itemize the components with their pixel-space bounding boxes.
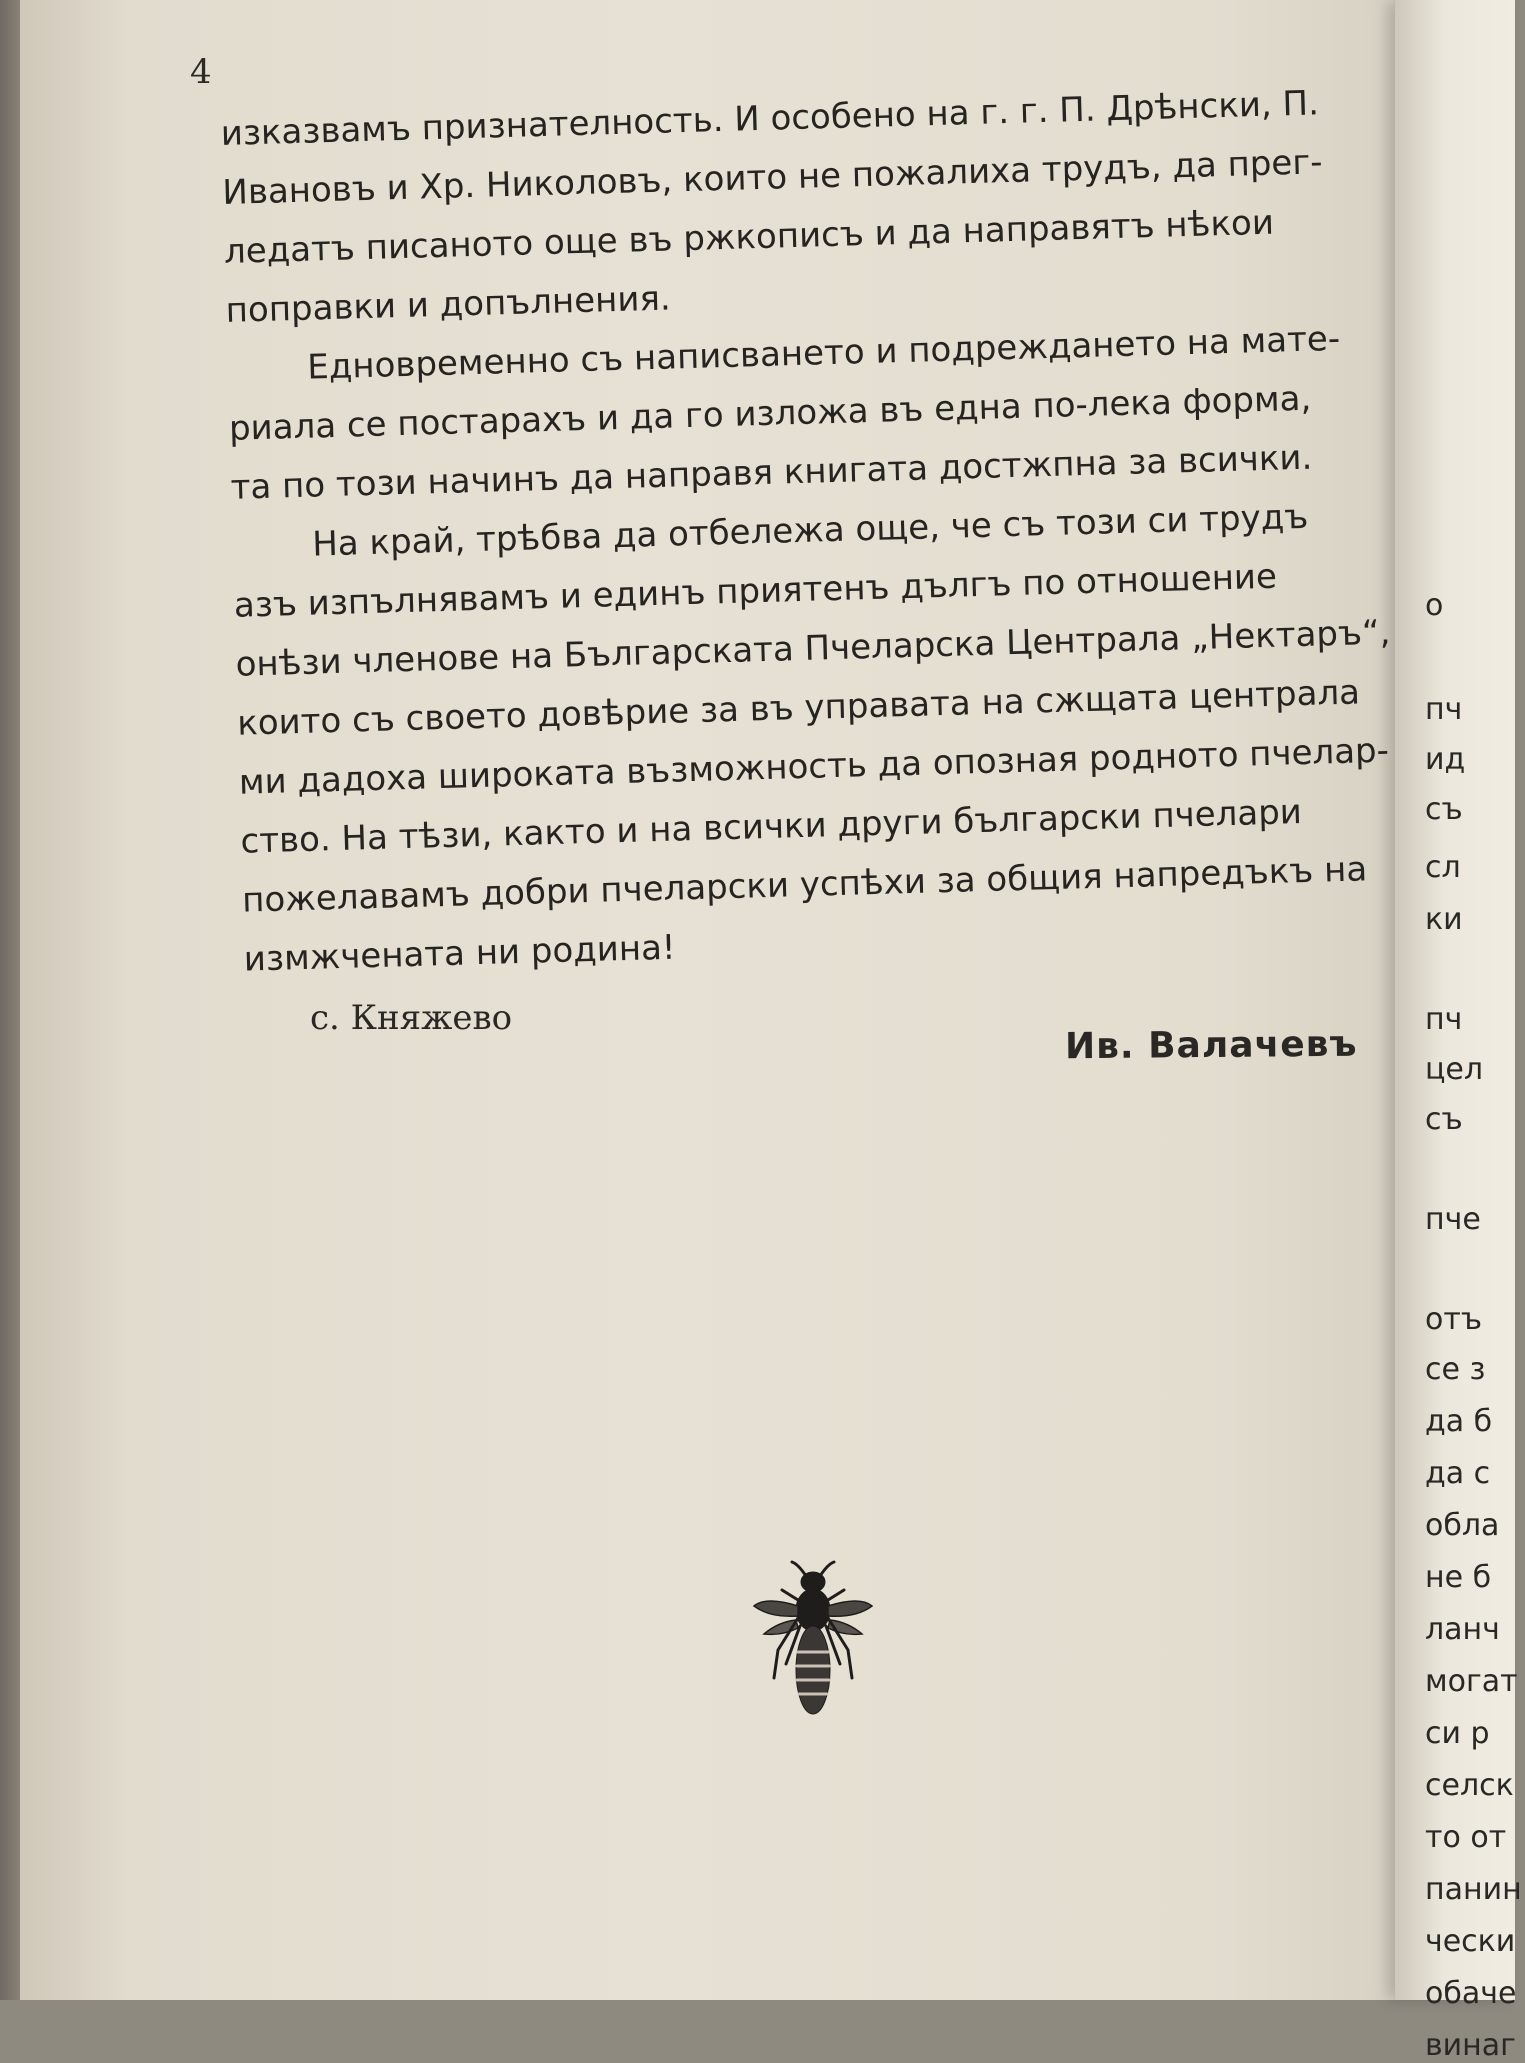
right-page-fragment: ки bbox=[1425, 902, 1463, 937]
right-page-fragment: отъ bbox=[1425, 1302, 1483, 1337]
text-line: азъ изпълнявамъ и единъ приятенъ дългъ по отношение bbox=[233, 556, 1278, 626]
text-line: ми дадоха широката възможность да опозная родното пчелар- bbox=[238, 730, 1390, 803]
right-page-fragment: чески bbox=[1425, 1924, 1516, 1959]
text-line: На край, трѣбва да отбележа още, че съ този си трудъ bbox=[311, 496, 1309, 565]
text-line: изказвамъ признателность. И особено на г. г. П. Дрѣнски, П. bbox=[220, 83, 1320, 154]
right-page-fragment: не б bbox=[1425, 1560, 1492, 1595]
right-page-fragment: си р bbox=[1425, 1716, 1490, 1751]
right-page-fragment: пч bbox=[1425, 692, 1463, 727]
right-page-fragment: обла bbox=[1425, 1508, 1500, 1543]
place-line: с. Княжево bbox=[310, 998, 513, 1038]
right-page-fragment: панин bbox=[1425, 1872, 1522, 1907]
right-page-text-fragments bbox=[1425, 0, 1525, 2063]
left-page bbox=[20, 0, 1420, 2000]
bee-icon bbox=[748, 1560, 878, 1730]
text-line: риала се постарахъ и да го изложа въ една по-лека форма, bbox=[228, 378, 1312, 449]
text-line: онѣзи членове на Българската Пчеларска Централа „Нектаръ“, bbox=[235, 612, 1391, 685]
right-page-fragment: пче bbox=[1425, 1202, 1481, 1237]
right-page-fragment: винаг bbox=[1425, 2028, 1516, 2063]
author-signature: Ив. Валачевъ bbox=[1064, 1023, 1358, 1068]
right-page-fragment: се з bbox=[1425, 1352, 1486, 1387]
right-page-fragment: да с bbox=[1425, 1456, 1491, 1491]
right-page-fragment: да б bbox=[1425, 1404, 1493, 1439]
right-page-fragment: ланч bbox=[1425, 1612, 1500, 1647]
right-page-fragment: обаче bbox=[1425, 1976, 1517, 2011]
right-page-fragment: могат bbox=[1425, 1664, 1518, 1699]
right-page-fragment: цел bbox=[1425, 1052, 1484, 1087]
right-page-fragment: сл bbox=[1425, 850, 1461, 885]
text-line: ство. На тѣзи, както и на всички други български пчелари bbox=[240, 792, 1303, 862]
text-line: ледатъ писаното още въ ржкописъ и да направятъ нѣкои bbox=[223, 202, 1275, 272]
right-page-fragment: пч bbox=[1425, 1002, 1463, 1037]
right-page-fragment: о bbox=[1425, 588, 1444, 623]
right-page-fragment: селск bbox=[1425, 1768, 1514, 1803]
text-line: та по този начинъ да направя книгата достжпна за всички. bbox=[230, 437, 1313, 508]
right-page-fragment: съ bbox=[1425, 792, 1463, 827]
right-page-fragment: то от bbox=[1425, 1820, 1507, 1855]
right-page-fragment: ид bbox=[1425, 742, 1466, 777]
text-line: измжчената ни родина! bbox=[243, 927, 677, 980]
text-line: поправки и допълнения. bbox=[225, 278, 672, 331]
text-line: Едновременно съ написването и подреждането на мате- bbox=[306, 318, 1341, 388]
text-line: пожелавамъ добри пчеларски успѣхи за общия напредъкъ на bbox=[241, 849, 1368, 921]
body-text bbox=[220, 71, 1444, 989]
right-page bbox=[1395, 0, 1522, 2063]
right-page-fragment: съ bbox=[1425, 1102, 1463, 1137]
text-line: Ивановъ и Хр. Николовъ, които не пожалиха трудъ, да прег- bbox=[221, 142, 1323, 213]
text-line: които съ своето довѣрие за въ управата на сжщата централа bbox=[236, 672, 1361, 744]
page-number: 4 bbox=[190, 52, 212, 92]
